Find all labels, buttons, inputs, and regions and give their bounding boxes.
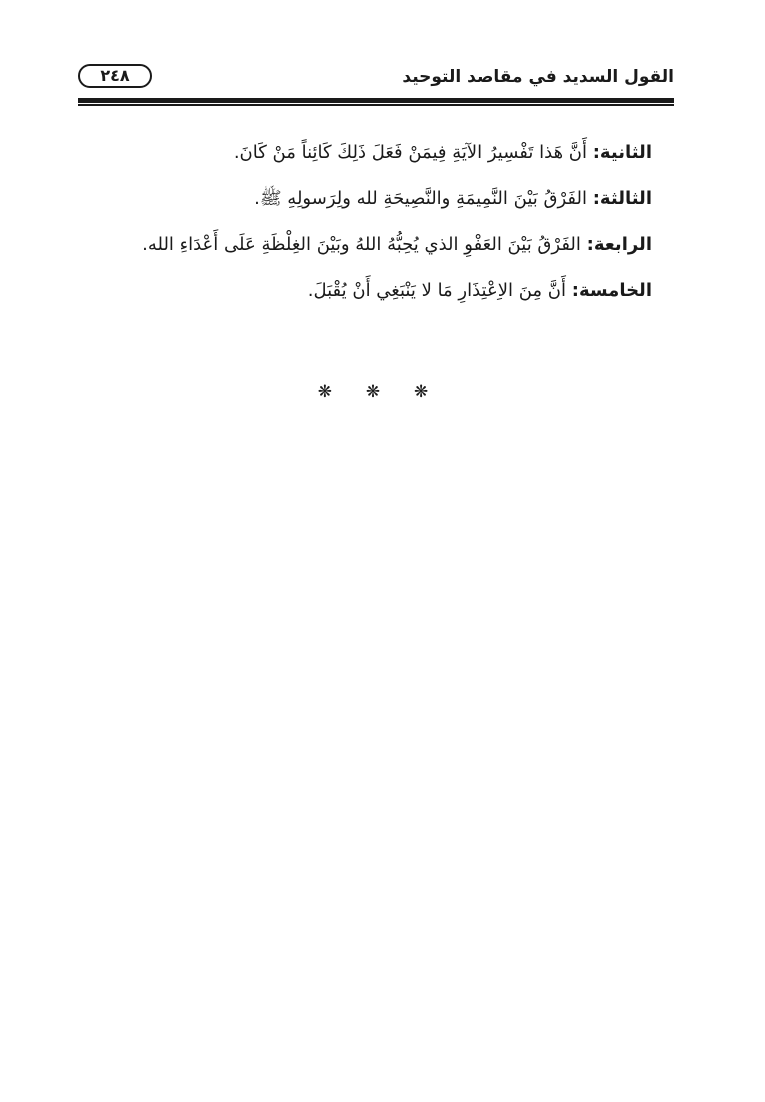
header-rule (78, 98, 674, 103)
point-text: الفَرْقُ بَيْنَ العَفْوِ الذي يُحِبُّهُ اللهُ وبَيْنَ الغِلْظَةِ عَلَى أَعْدَاءِ الله. (142, 234, 581, 255)
point-label: الرابعة: (586, 234, 652, 255)
paragraph-line (130, 234, 652, 280)
paragraph-line (130, 142, 652, 188)
page-header (78, 64, 674, 94)
point-label: الثانية: (592, 142, 652, 163)
body-text (130, 142, 652, 326)
point-text: أَنَّ هَذا تَفْسِيرُ الآيَةِ فِيمَنْ فَعَلَ ذَلِكَ كَائِناً مَنْ كَانَ. (233, 142, 587, 163)
running-title: القول السديد في مقاصد التوحيد (402, 67, 674, 87)
page-number: ٢٤٨ (78, 64, 152, 88)
paragraph-line (130, 280, 652, 326)
section-separator: ❋ ❋ ❋ (317, 382, 443, 402)
point-text: أَنَّ مِنَ الاِعْتِذَارِ مَا لا يَنْبَغِي أَنْ يُقْبَلَ. (307, 280, 567, 301)
paragraph-line (130, 188, 652, 234)
point-text: الفَرْقُ بَيْنَ النَّمِيمَةِ والنَّصِيحَةِ لله ولِرَسولِهِ ﷺ. (254, 188, 587, 209)
header-rule-thin (78, 104, 674, 106)
point-label: الخامسة: (571, 280, 652, 301)
point-label: الثالثة: (592, 188, 652, 209)
